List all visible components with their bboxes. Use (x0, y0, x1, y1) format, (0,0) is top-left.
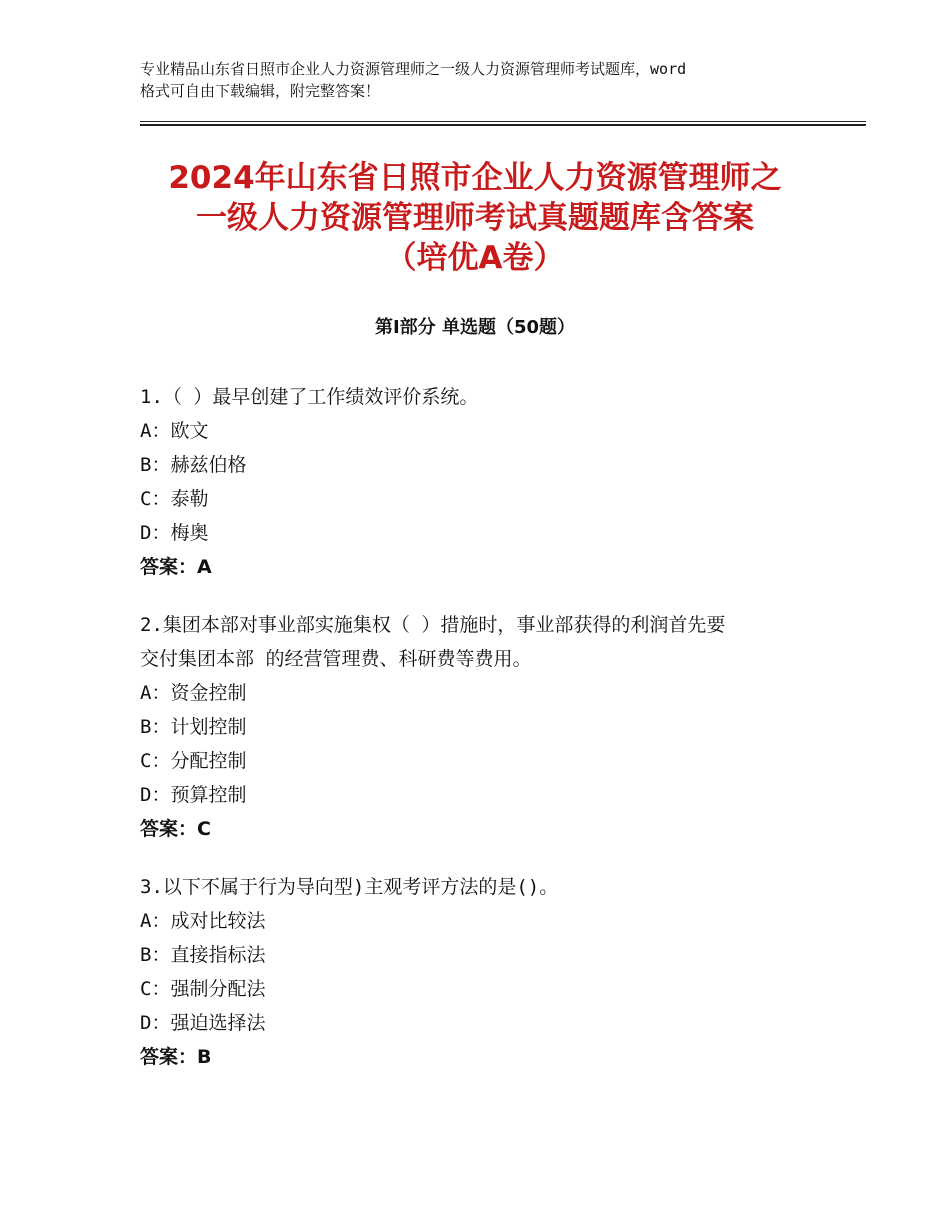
option-a: A：资金控制 (140, 682, 247, 704)
answer-label: 答案：A (140, 556, 212, 578)
header-note-line: 专业精品山东省日照市企业人力资源管理师之一级人力资源管理师考试题库，word (140, 60, 687, 78)
header-note (140, 58, 830, 102)
title-line: 2024年山东省日照市企业人力资源管理师之 (168, 160, 782, 196)
option-b: B：直接指标法 (140, 944, 266, 966)
question-stem: 2.集团本部对事业部实施集权（ ）措施时，事业部获得的利润首先要 (140, 614, 726, 636)
header-note-line: 格式可自由下载编辑，附完整答案！ (140, 82, 381, 100)
question-item (140, 380, 820, 584)
option-a: A：欧文 (140, 420, 209, 442)
title-line: 一级人力资源管理师考试真题题库含答案 (196, 200, 754, 236)
answer-label: 答案：B (140, 1046, 212, 1068)
question-item (140, 870, 820, 1074)
option-d: D：强迫选择法 (140, 1012, 266, 1034)
title-line: （培优A卷） (385, 240, 565, 276)
option-c: C：分配控制 (140, 750, 247, 772)
question-stem-continued: 交付集团本部 的经营管理费、科研费等费用。 (140, 648, 532, 670)
header-divider-bottom (140, 124, 866, 126)
section-title: 第Ⅰ部分 单选题（50题） (374, 317, 575, 338)
option-a: A：成对比较法 (140, 910, 266, 932)
option-d: D：预算控制 (140, 784, 247, 806)
question-stem: 3.以下不属于行为导向型)主观考评方法的是()。 (140, 876, 559, 898)
question-stem: 1.（ ）最早创建了工作绩效评价系统。 (140, 386, 479, 408)
option-d: D：梅奥 (140, 522, 209, 544)
option-c: C：强制分配法 (140, 978, 266, 1000)
question-item (140, 608, 820, 846)
answer-label: 答案：C (140, 818, 211, 840)
document-title (110, 158, 840, 278)
option-b: B：计划控制 (140, 716, 247, 738)
question-list (140, 380, 820, 1098)
option-b: B：赫兹伯格 (140, 454, 247, 476)
option-c: C：泰勒 (140, 488, 209, 510)
header-divider-top (140, 121, 866, 122)
